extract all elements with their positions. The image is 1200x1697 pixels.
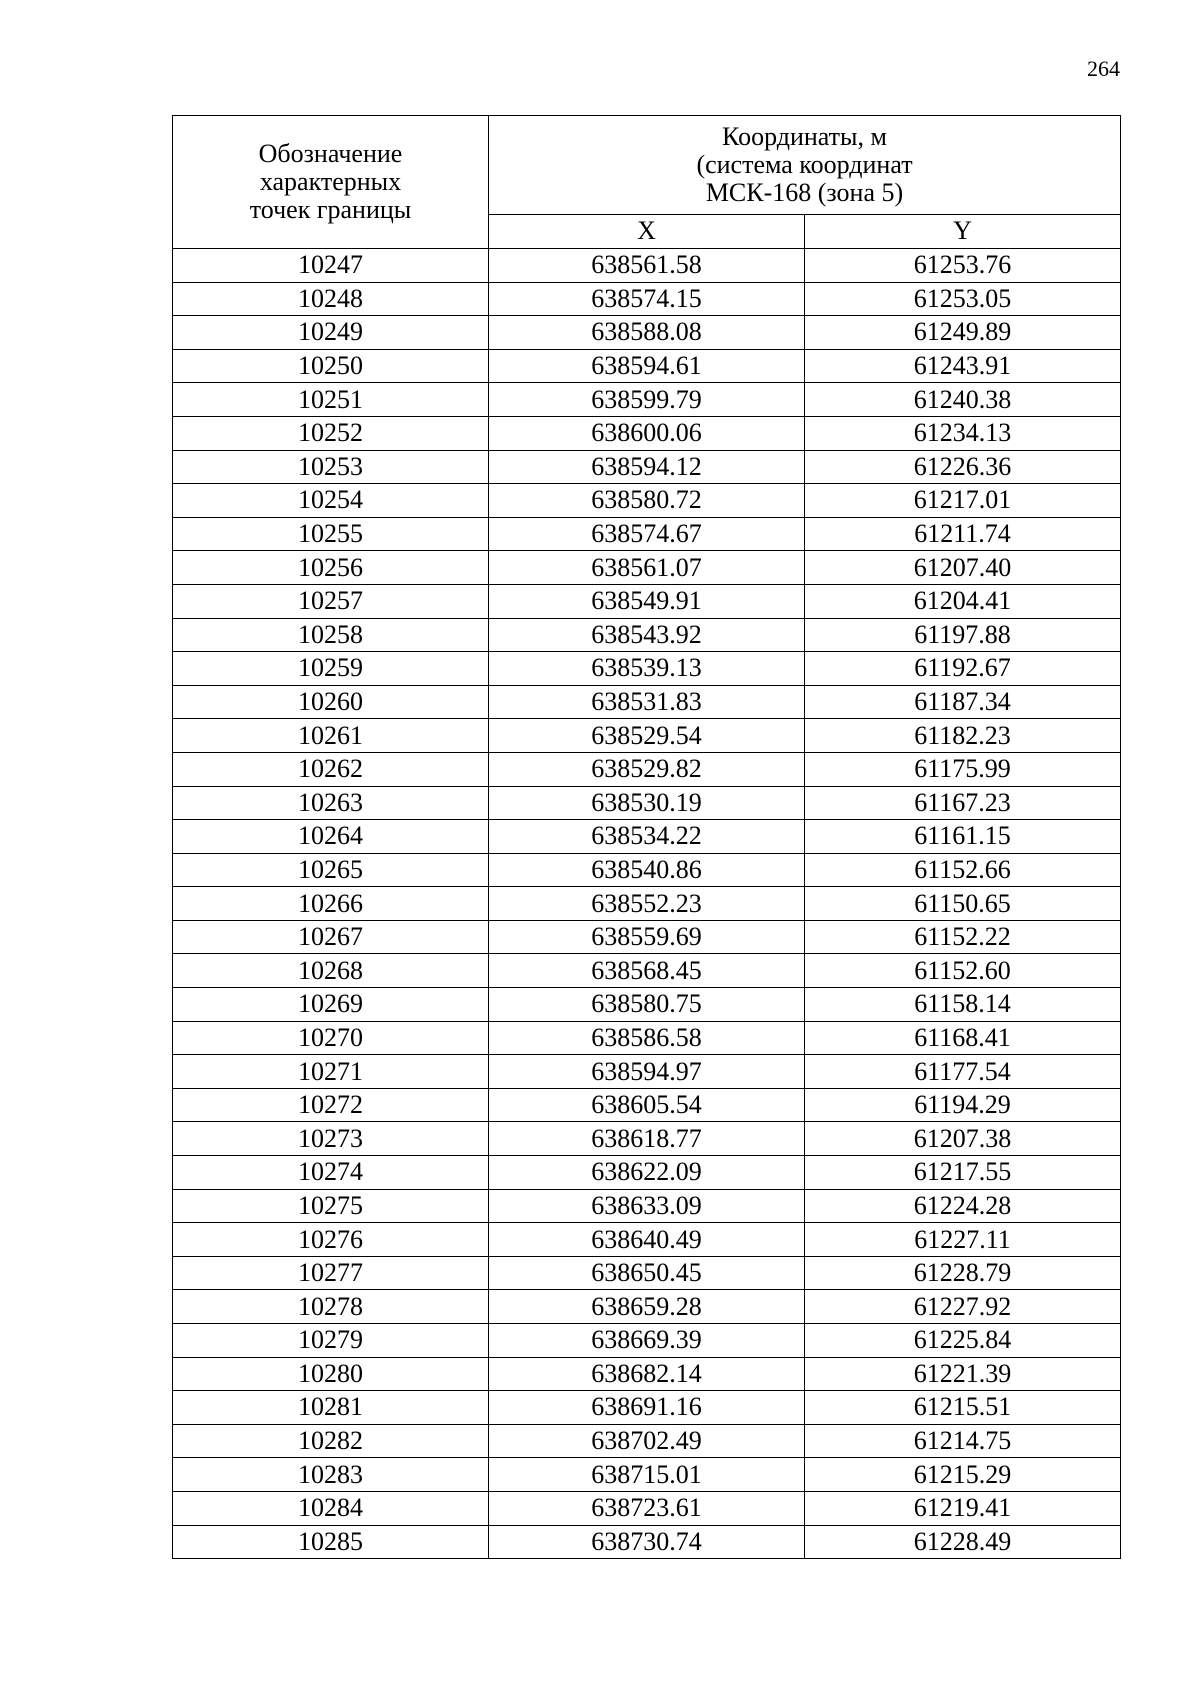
point-id-cell: 10252 [173,416,489,450]
table-row [173,1491,1121,1525]
y-coordinate-cell: 61192.67 [805,652,1121,686]
y-coordinate-cell: 61249.89 [805,316,1121,350]
point-id-cell: 10248 [173,282,489,316]
point-id-cell: 10251 [173,383,489,417]
x-coordinate-cell: 638561.07 [489,551,805,585]
x-coordinate-cell: 638531.83 [489,685,805,719]
table-row [173,1324,1121,1358]
x-coordinate-cell: 638669.39 [489,1324,805,1358]
y-coordinate-cell: 61187.34 [805,685,1121,719]
table-row [173,719,1121,753]
table-row [173,1189,1121,1223]
point-id-cell: 10265 [173,853,489,887]
table-row [173,1290,1121,1324]
table-row [173,1122,1121,1156]
x-coordinate-cell: 638529.54 [489,719,805,753]
table-row [173,652,1121,686]
table-row [173,786,1121,820]
point-id-cell: 10280 [173,1357,489,1391]
x-coordinate-cell: 638530.19 [489,786,805,820]
x-coordinate-cell: 638650.45 [489,1256,805,1290]
table-row [173,752,1121,786]
table-row [173,1055,1121,1089]
point-id-cell: 10249 [173,316,489,350]
point-id-cell: 10253 [173,450,489,484]
table-body [173,249,1121,1559]
table-row [173,685,1121,719]
header-coordinates [489,116,1121,215]
y-coordinate-cell: 61217.01 [805,484,1121,518]
table-row [173,249,1121,283]
y-coordinate-cell: 61234.13 [805,416,1121,450]
header-point-designation [173,116,489,249]
y-coordinate-cell: 61175.99 [805,752,1121,786]
y-coordinate-cell: 61221.39 [805,1357,1121,1391]
x-coordinate-cell: 638659.28 [489,1290,805,1324]
point-id-cell: 10256 [173,551,489,585]
x-coordinate-cell: 638605.54 [489,1088,805,1122]
point-id-cell: 10278 [173,1290,489,1324]
point-id-cell: 10273 [173,1122,489,1156]
y-coordinate-cell: 61253.76 [805,249,1121,283]
point-id-cell: 10275 [173,1189,489,1223]
x-coordinate-cell: 638691.16 [489,1391,805,1425]
x-coordinate-cell: 638723.61 [489,1491,805,1525]
x-coordinate-cell: 638715.01 [489,1458,805,1492]
y-coordinate-cell: 61152.66 [805,853,1121,887]
point-id-cell: 10272 [173,1088,489,1122]
y-coordinate-cell: 61168.41 [805,1021,1121,1055]
y-coordinate-cell: 61158.14 [805,988,1121,1022]
header-coordinates-text: Координаты, м (система координат МСК-168 (зона 5) [696,121,913,207]
table-row [173,517,1121,551]
table-row [173,887,1121,921]
x-coordinate-cell: 638622.09 [489,1156,805,1190]
y-coordinate-cell: 61240.38 [805,383,1121,417]
y-coordinate-cell: 61211.74 [805,517,1121,551]
y-coordinate-cell: 61177.54 [805,1055,1121,1089]
point-id-cell: 10281 [173,1391,489,1425]
x-coordinate-cell: 638580.75 [489,988,805,1022]
table-row [173,988,1121,1022]
table-row [173,1357,1121,1391]
table-row [173,1525,1121,1559]
y-coordinate-cell: 61215.51 [805,1391,1121,1425]
y-coordinate-cell: 61161.15 [805,820,1121,854]
x-coordinate-cell: 638599.79 [489,383,805,417]
table-row [173,954,1121,988]
y-coordinate-cell: 61197.88 [805,618,1121,652]
point-id-cell: 10264 [173,820,489,854]
y-coordinate-cell: 61228.79 [805,1256,1121,1290]
x-coordinate-cell: 638568.45 [489,954,805,988]
x-coordinate-cell: 638549.91 [489,584,805,618]
point-id-cell: 10258 [173,618,489,652]
point-id-cell: 10274 [173,1156,489,1190]
table-row [173,551,1121,585]
table-row [173,584,1121,618]
y-coordinate-cell: 61227.11 [805,1223,1121,1257]
x-coordinate-cell: 638682.14 [489,1357,805,1391]
x-coordinate-cell: 638580.72 [489,484,805,518]
x-coordinate-cell: 638574.67 [489,517,805,551]
coordinates-table [172,115,1121,1559]
x-coordinate-cell: 638594.97 [489,1055,805,1089]
y-coordinate-cell: 61224.28 [805,1189,1121,1223]
point-id-cell: 10276 [173,1223,489,1257]
table-row [173,1391,1121,1425]
header-point-designation-text: Обозначение характерных точек границы [249,139,412,224]
x-coordinate-cell: 638600.06 [489,416,805,450]
point-id-cell: 10247 [173,249,489,283]
table-header [173,116,1121,249]
point-id-cell: 10257 [173,584,489,618]
point-id-cell: 10263 [173,786,489,820]
x-coordinate-cell: 638640.49 [489,1223,805,1257]
point-id-cell: 10260 [173,685,489,719]
header-y: Y [805,214,1121,248]
x-coordinate-cell: 638529.82 [489,752,805,786]
x-coordinate-cell: 638552.23 [489,887,805,921]
table-row [173,316,1121,350]
point-id-cell: 10284 [173,1491,489,1525]
point-id-cell: 10279 [173,1324,489,1358]
y-coordinate-cell: 61219.41 [805,1491,1121,1525]
point-id-cell: 10271 [173,1055,489,1089]
point-id-cell: 10269 [173,988,489,1022]
x-coordinate-cell: 638574.15 [489,282,805,316]
header-row [173,116,1121,215]
table-row [173,1223,1121,1257]
x-coordinate-cell: 638534.22 [489,820,805,854]
point-id-cell: 10283 [173,1458,489,1492]
point-id-cell: 10254 [173,484,489,518]
x-coordinate-cell: 638594.61 [489,349,805,383]
y-coordinate-cell: 61152.60 [805,954,1121,988]
x-coordinate-cell: 638618.77 [489,1122,805,1156]
table-row [173,853,1121,887]
x-coordinate-cell: 638633.09 [489,1189,805,1223]
y-coordinate-cell: 61228.49 [805,1525,1121,1559]
table-row [173,484,1121,518]
point-id-cell: 10270 [173,1021,489,1055]
y-coordinate-cell: 61204.41 [805,584,1121,618]
x-coordinate-cell: 638594.12 [489,450,805,484]
x-coordinate-cell: 638588.08 [489,316,805,350]
table-row [173,1256,1121,1290]
point-id-cell: 10267 [173,920,489,954]
table-row [173,1156,1121,1190]
table-row [173,450,1121,484]
table-row [173,349,1121,383]
table-row [173,1458,1121,1492]
point-id-cell: 10268 [173,954,489,988]
table-row [173,383,1121,417]
point-id-cell: 10282 [173,1424,489,1458]
point-id-cell: 10250 [173,349,489,383]
point-id-cell: 10285 [173,1525,489,1559]
y-coordinate-cell: 61253.05 [805,282,1121,316]
y-coordinate-cell: 61225.84 [805,1324,1121,1358]
x-coordinate-cell: 638586.58 [489,1021,805,1055]
page-number: 264 [1087,56,1120,81]
table-row [173,282,1121,316]
y-coordinate-cell: 61217.55 [805,1156,1121,1190]
point-id-cell: 10261 [173,719,489,753]
y-coordinate-cell: 61214.75 [805,1424,1121,1458]
y-coordinate-cell: 61152.22 [805,920,1121,954]
y-coordinate-cell: 61227.92 [805,1290,1121,1324]
x-coordinate-cell: 638730.74 [489,1525,805,1559]
x-coordinate-cell: 638702.49 [489,1424,805,1458]
y-coordinate-cell: 61215.29 [805,1458,1121,1492]
table-row [173,920,1121,954]
table-row [173,1424,1121,1458]
point-id-cell: 10266 [173,887,489,921]
table-row [173,618,1121,652]
header-x: X [489,214,805,248]
y-coordinate-cell: 61226.36 [805,450,1121,484]
x-coordinate-cell: 638561.58 [489,249,805,283]
y-coordinate-cell: 61182.23 [805,719,1121,753]
point-id-cell: 10277 [173,1256,489,1290]
table-row [173,820,1121,854]
y-coordinate-cell: 61207.40 [805,551,1121,585]
point-id-cell: 10262 [173,752,489,786]
point-id-cell: 10255 [173,517,489,551]
table-row [173,416,1121,450]
y-coordinate-cell: 61167.23 [805,786,1121,820]
x-coordinate-cell: 638540.86 [489,853,805,887]
x-coordinate-cell: 638559.69 [489,920,805,954]
y-coordinate-cell: 61194.29 [805,1088,1121,1122]
y-coordinate-cell: 61150.65 [805,887,1121,921]
x-coordinate-cell: 638539.13 [489,652,805,686]
point-id-cell: 10259 [173,652,489,686]
y-coordinate-cell: 61243.91 [805,349,1121,383]
y-coordinate-cell: 61207.38 [805,1122,1121,1156]
table-row [173,1021,1121,1055]
table-row [173,1088,1121,1122]
x-coordinate-cell: 638543.92 [489,618,805,652]
